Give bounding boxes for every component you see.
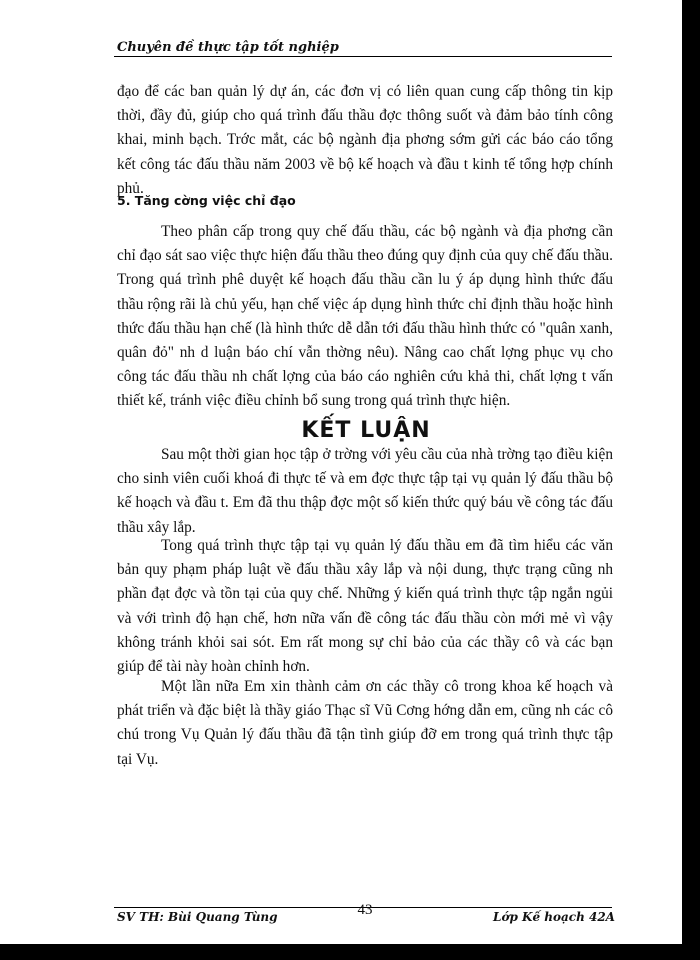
paragraph-section5: Theo phân cấp trong quy chế đấu thầu, các bộ ngành và địa phơng cần chỉ đạo sát sao việc thực hiện đấu thầu theo đúng quy định của quy chế đấu thầu. Trong quá trình phê duyệt kế hoạch đấu thầu cần lu ý áp dụng hình thức đấu thầu rộng rãi là chủ yếu, hạn chế việc áp dụng hình thức chỉ định thầu hoặc hình thức đấu thầu hạn chế (là hình thức dễ dẫn tới đấu thầu hình thức có "quân xanh, quân đỏ" nh d luận báo chí vẫn thờng nêu). Nâng cao chất lợng phục vụ cho công tác đấu thầu nh chất lợng của báo cáo nghiên cứu khả thi, chất lợng t vấn thiết kế, tránh việc điều chỉnh bổ sung trong quá trình thực hiện. (117, 223, 613, 410)
page-border-bottom (0, 944, 700, 960)
page-number: 43 (357, 902, 373, 918)
header-rule (114, 56, 612, 57)
paragraph-conclusion-2: Tong quá trình thực tập tại vụ quản lý đấu thầu em đã tìm hiểu các văn bản quy phạm pháp luật về đấu thầu xây lắp và nội dung, thực trạng cũng nh phần đạt đợc và tồn tại của quy chế. Những ý kiến quá trình thực tập ngắn ngủi và với trình độ hạn chế, hơn nữa vấn đề công tác đấu thầu còn mới mẻ vì vậy không tránh khỏi sai sót. Em rất mong sự chỉ bảo của các thầy cô và các bạn giúp để tài này hoàn chỉnh hơn. (117, 537, 613, 676)
paragraph-conclusion-1: Sau một thời gian học tập ở trờng với yêu cầu của nhà trờng tạo điều kiện cho sinh viên cuối khoá đi thực tế và em đợc thực tập tại vụ quản lý đấu thầu bộ kế hoạch và đầu t. Em đã thu thập đợc một số kiến thức quý báu về công tác đấu thầu xây lắp. (117, 446, 613, 536)
page-border-right (682, 0, 700, 960)
footer-author: SV TH: Bùi Quang Tùng (117, 910, 278, 924)
footer-class: Lớp Kế hoạch 42A (493, 910, 615, 924)
paragraph-conclusion-3: Một lần nữa Em xin thành cảm ơn các thầy cô trong khoa kế hoạch và phát triển và đặc biệt là thầy giáo Thạc sĩ Vũ Cơng hớng dẫn em, cũng nh các cô chú trong Vụ Quản lý đấu thầu đã tận tình giúp đỡ em trong quá trình thực tập tại Vụ. (117, 678, 613, 768)
running-header: Chuyên đề thực tập tốt nghiệp (117, 40, 339, 55)
section-heading: 5. Tăng cờng việc chỉ đạo (117, 193, 296, 208)
paragraph-intro: đạo để các ban quản lý dự án, các đơn vị có liên quan cung cấp thông tin kịp thời, đầy đủ, giúp cho quá trình đấu thầu đợc thông suốt và đảm bảo tính công khai, minh bạch. Trớc mắt, các bộ ngành địa phơng sớm gửi các báo cáo tổng kết công tác đấu thầu năm 2003 về bộ kế hoạch và đầu t kinh tế tổng hợp chính phủ. (117, 83, 613, 197)
conclusion-title: KẾT LUẬN (301, 418, 431, 443)
